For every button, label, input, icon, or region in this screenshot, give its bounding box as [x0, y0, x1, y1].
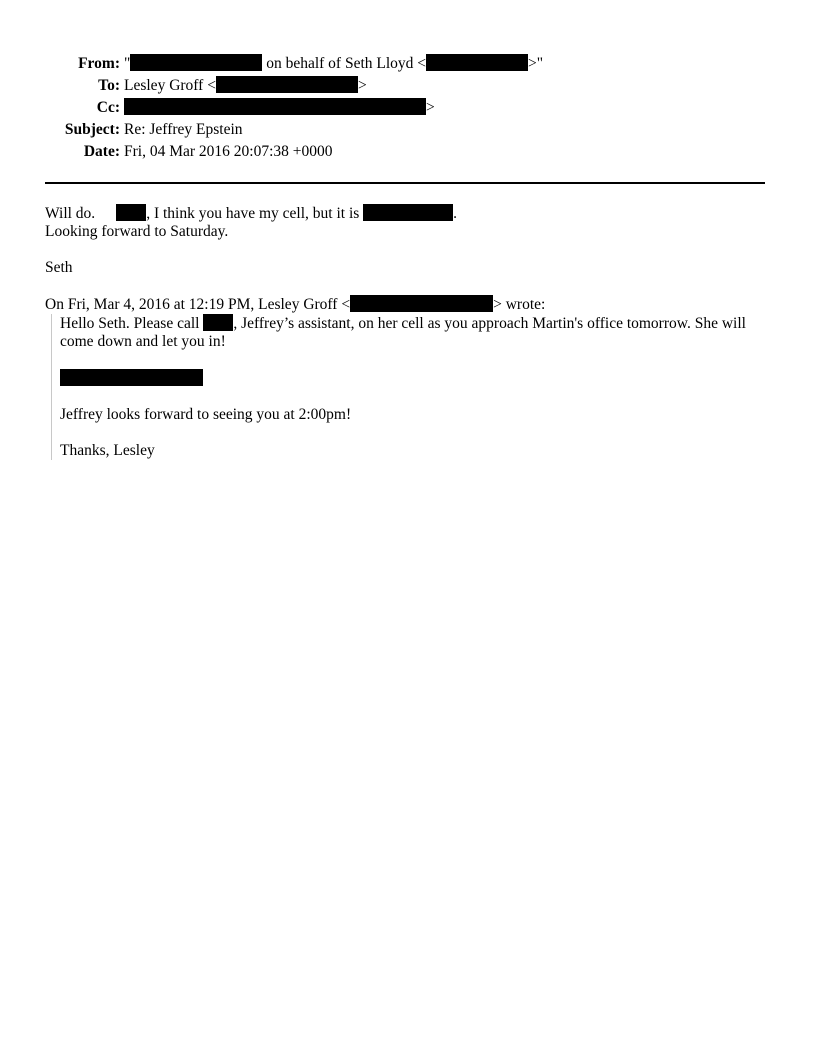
redaction-box	[363, 204, 453, 221]
redaction-box	[216, 76, 358, 93]
cc-value	[124, 97, 435, 119]
quote-para-2: Jeffrey looks forward to seeing you at 2:00pm!	[60, 406, 352, 423]
body-line-1a: Will do.	[45, 205, 96, 222]
quote-intro	[45, 295, 765, 314]
quote-para-1	[60, 314, 760, 351]
redaction-box	[60, 369, 203, 386]
date-label: Date:	[83, 143, 120, 160]
quote-para-3: Thanks, Lesley	[60, 442, 155, 459]
redaction-box	[426, 54, 528, 71]
from-value	[124, 53, 543, 75]
subject-row	[0, 119, 816, 141]
from-label: From:	[78, 55, 120, 72]
cc-row	[0, 97, 816, 119]
body-line-1c: .	[453, 205, 458, 222]
to-label: To:	[98, 77, 120, 94]
subject-label: Subject:	[64, 121, 120, 138]
redaction-box	[124, 98, 426, 115]
from-row	[0, 53, 816, 75]
header-divider	[45, 182, 765, 184]
body-line-2: Looking forward to Saturday.	[45, 223, 229, 240]
from-behalf-text: on behalf of Seth Lloyd <	[266, 55, 427, 72]
date-row	[0, 141, 816, 163]
to-row	[0, 75, 816, 97]
date-value: Fri, 04 Mar 2016 20:07:38 +0000	[124, 143, 333, 160]
to-name: Lesley Groff <	[124, 77, 216, 94]
redaction-box	[116, 204, 146, 221]
redaction-box	[350, 295, 493, 312]
email-body	[45, 204, 765, 460]
from-open-quote: "	[124, 55, 131, 72]
to-close: >	[357, 77, 367, 94]
signoff: Seth	[45, 259, 73, 276]
quote-intro-b: > wrote:	[493, 296, 546, 313]
redaction-box	[203, 314, 233, 331]
email-header	[0, 53, 816, 163]
quote-redacted-line	[60, 369, 760, 388]
body-line-1b: , I think you have my cell, but it is	[146, 205, 360, 222]
from-close: >"	[528, 55, 544, 72]
subject-value: Re: Jeffrey Epstein	[124, 121, 243, 138]
quote-para-1a: Hello Seth. Please call	[60, 315, 200, 332]
quote-intro-a: On Fri, Mar 4, 2016 at 12:19 PM, Lesley Groff <	[45, 296, 351, 313]
body-line-1	[45, 204, 765, 223]
quoted-message	[51, 314, 760, 460]
quote-para-1b: , Jeffrey’s assistant, on her cell as you approach Martin's office tomorrow. She will come down and let you in!	[60, 315, 746, 350]
cc-label: Cc:	[96, 99, 120, 116]
cc-close: >	[426, 99, 435, 116]
to-value	[124, 75, 367, 97]
redaction-box	[130, 54, 262, 71]
